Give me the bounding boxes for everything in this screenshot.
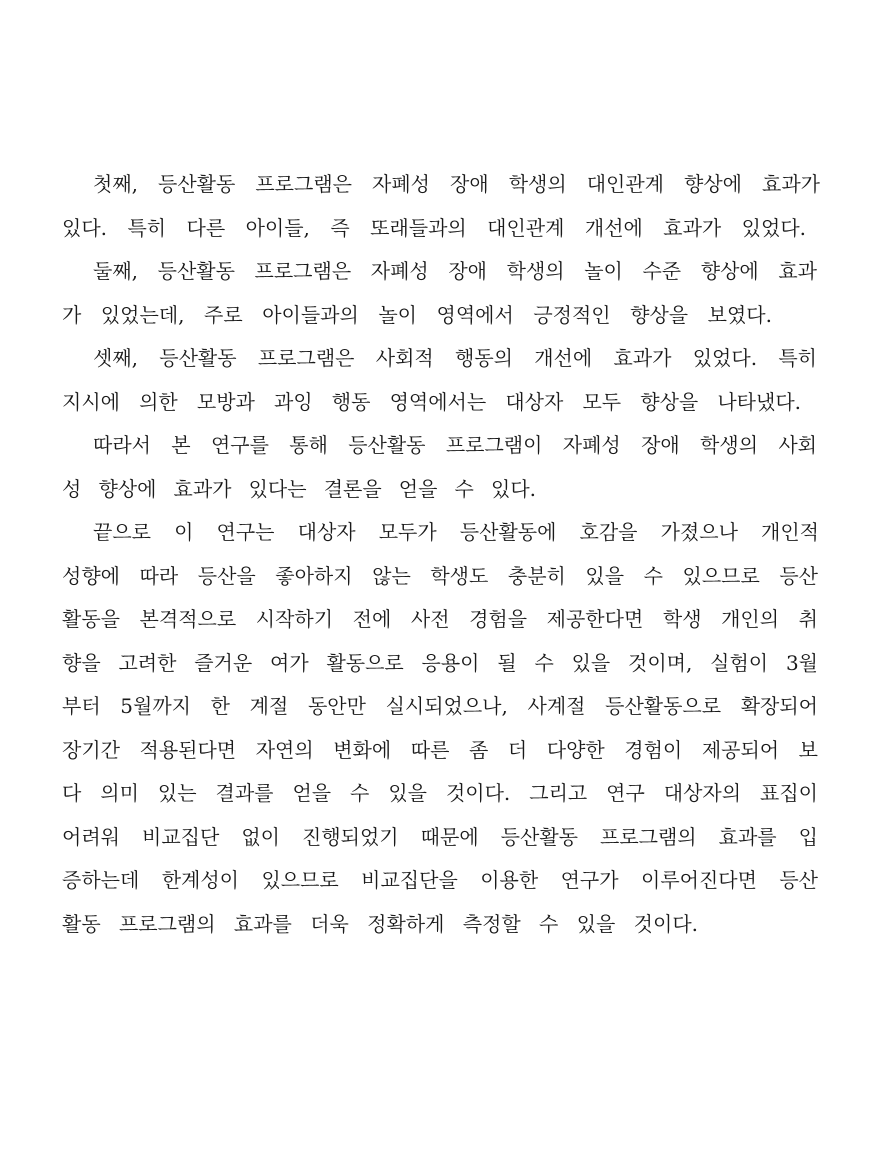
conclusion-text	[0, 163, 872, 946]
text-line: 성향에 따라 등산을 좋아하지 않는 학생도 충분히 있을 수 있으므로 등산	[62, 563, 818, 588]
text-line: 따라서 본 연구를 통해 등산활동 프로그램이 자폐성 장애 학생의 사회	[93, 433, 817, 457]
text-line: 셋째, 등산활동 프로그램은 사회적 행동의 개선에 효과가 있었다. 특히	[93, 346, 817, 370]
text-line: 성 향상에 효과가 있다는 결론을 얻을 수 있다.	[62, 476, 536, 501]
text-line: 장기간 적용된다면 자연의 변화에 따른 좀 더 다양한 경험이 제공되어 보	[62, 737, 818, 762]
text-line: 지시에 의한 모방과 과잉 행동 영역에서는 대상자 모두 향상을 나타냈다.	[62, 389, 801, 414]
text-line: 있다. 특히 다른 아이들, 즉 또래들과의 대인관계 개선에 효과가 있었다.	[62, 215, 806, 240]
text-line: 증하는데 한계성이 있으므로 비교집단을 이용한 연구가 이루어진다면 등산	[62, 868, 818, 892]
text-line: 가 있었는데, 주로 아이들과의 놀이 영역에서 긍정적인 향상을 보였다.	[62, 302, 772, 327]
text-line: 부터 5월까지 한 계절 동안만 실시되었으나, 사계절 등산활동으로 확장되어	[62, 694, 818, 718]
text-line: 끝으로 이 연구는 대상자 모두가 등산활동에 호감을 가졌으나 개인적	[93, 520, 819, 544]
text-line: 다 의미 있는 결과를 얻을 수 있을 것이다. 그리고 연구 대상자의 표집이	[62, 781, 818, 805]
text-line: 활동 프로그램의 효과를 더욱 정확하게 측정할 수 있을 것이다.	[62, 911, 698, 936]
text-line: 활동을 본격적으로 시작하기 전에 사전 경험을 제공한다면 학생 개인의 취	[62, 607, 818, 631]
text-line: 둘째, 등산활동 프로그램은 자폐성 장애 학생의 놀이 수준 향상에 효과	[93, 259, 817, 283]
text-line: 첫째, 등산활동 프로그램은 자폐성 장애 학생의 대인관계 향상에 효과가	[93, 172, 820, 196]
text-line: 향을 고려한 즐거운 여가 활동으로 응용이 될 수 있을 것이며, 실험이 3월	[62, 650, 818, 675]
text-line: 어려워 비교집단 없이 진행되었기 때문에 등산활동 프로그램의 효과를 입	[62, 824, 818, 849]
